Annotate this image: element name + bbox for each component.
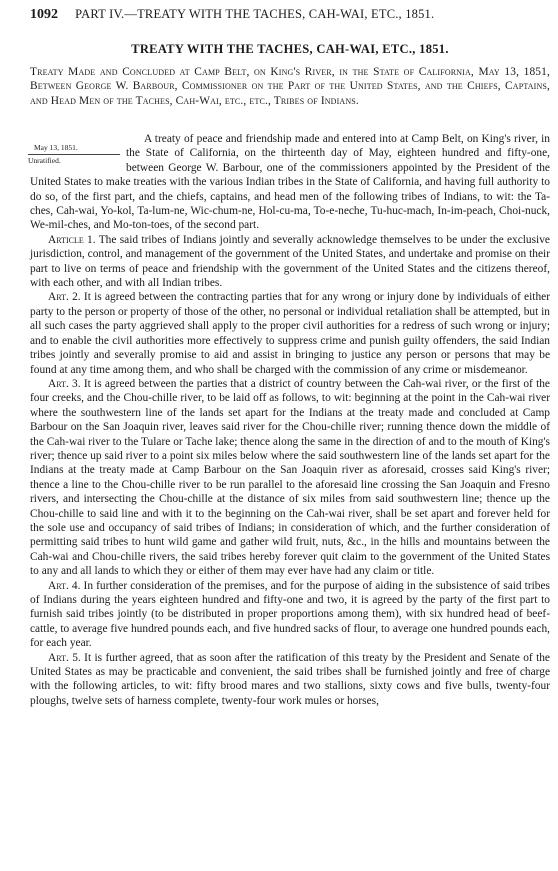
treaty-preamble: Treaty Made and Concluded at Camp Belt, on King's River, in the State of California, May 13, 1851, Between George W. Barbour, Commissioner on the Part of the United States, and the Chiefs, Captains, and Head Men of the Taches, Cah-Wai, etc., etc., Tribes of Indians.: [30, 66, 550, 107]
margin-note: [28, 142, 120, 167]
article-label: Art. 2.: [48, 291, 81, 304]
treaty-body: [30, 132, 550, 708]
article-text: The said tribes of Indians jointly and severally acknowledge themselves to be under the exclusive jurisdiction, control, and management of the government of the United States, and undertake and promise on their part to live on terms of peace and friendship with the government of the United States and the citizens thereof, with each other, and with all Indian tribes.: [30, 233, 550, 290]
article-text: It is agreed between the contracting parties that for any wrong or injury done by individuals of either party to the person or property of those of the other, no personal or individual retaliation shall be attempted, but in all such cases the party aggrieved shall apply to the proper civil authorities for a redress of such wrong or injury; and to enable the civil authorities more effectively to suppress crime and punish guilty offenders, the said Indian tribes jointly and severally promise to aid and assist in bringing to justice any person or persons that may be found at any time among them, and who shall be charged with the commission of any crime or misdemeanor.: [30, 291, 550, 376]
article-3: [30, 377, 550, 579]
article-1: [30, 233, 550, 291]
article-text: In further consideration of the premises, and for the purpose of aiding in the subsistence of said tribes of Indians during the years eighteen hundred and fifty-one and two, it is agreed by the party of the first part to furnish said tribes jointly (to be distributed in proper proportions among them), with six hundred head of beef-cattle, to average five hundred pounds each, and five hundred sacks of flour, to average one hundred pounds each, for each year.: [30, 579, 550, 650]
article-2: [30, 290, 550, 376]
margin-note-date: May 13, 1851.: [28, 142, 120, 155]
intro-paragraph: A treaty of peace and friendship made and entered into at Camp Belt, on King's river, in the State of California, on the thirteenth day of May, eighteen hundred and fifty-one, between George W. Barbour, one of the commissioners appointed by the President of the United States to make treaties with the various Indian tribes in the State of California, and having full authority to do so, of the first part, and the chiefs, captains, and head men of the following tribes of Indians, to wit: the Ta-ches, Cah-wai, Yo-kol, Ta-lum-ne, Wic-chum-ne, Hol-cu-ma, To-e-neche, Tu-huc-mach, In-im-peach, Choi-nuck, We-mil-ches, and Mo-ton-toes, of the second part.: [30, 133, 550, 232]
article-text: It is further agreed, that as soon after the ratification of this treaty by the President and Senate of the United States as may be practicable and convenient, the said tribes shall be furnished jointly and free of charge with the following articles, to wit: fifty brood mares and two stallions, sixty cows and five bulls, twenty-four ploughs, twelve sets of harness complete, twenty-four work mules or horses,: [30, 651, 550, 707]
article-label: Art. 5.: [48, 651, 81, 664]
article-4: [30, 579, 550, 651]
running-title: PART IV.—TREATY WITH THE TACHES, CAH-WAI, ETC., 1851.: [75, 7, 435, 21]
treaty-title: TREATY WITH THE TACHES, CAH-WAI, ETC., 1851.: [131, 42, 449, 56]
article-5: [30, 651, 550, 709]
margin-note-status: Unratified.: [28, 156, 61, 165]
article-text: It is agreed between the parties that a district of country between the Cah-wai river, or the first of the four creeks, and the Chou-chille river, to be laid off as follows, to wit: beginning at the point in the Cah-wai river where the southwestern line of the lands set apart for the Indians at the treaty made and concluded at Camp Barbour on the San Joaquin river, leaves said river for the Chou-chille river; running thence down the middle of the Cah-wai river to the Tulare or Tache lake; thence along the same in the direction of and to the mouth of King's river; thence up said river to a point six miles below where the said southwestern line of the lands set apart for the Indians at the treaty made at Camp Barbour on the San Joaquin river as aforesaid, crosses said King's river; thence a line to the Chou-chille river to be run parallel to the aforesaid line crossing the San Joaquin and Fresno rivers, and intersecting the Chou-chille at the distance of six miles from said southwestern line; thence up the Chou-chille to said line and with it to the beginning on the Cah-wai river, shall be set apart and forever held for the sole use and occupancy of said tribes of Indians; in consideration of which, and the further consideration of permitting said tribes to hunt wild game and gather wild fruit, nuts, &c., in the hills and mountains between the Cah-wai and Chou-chille rivers, the said tribes hereby forever quit claim to the government of the United States to any and all lands to which they or either of them may ever have had any claim or title.: [30, 377, 550, 578]
page-number: 1092: [30, 7, 58, 22]
article-label: Art. 4.: [48, 579, 81, 592]
article-label: Article 1.: [48, 233, 96, 246]
running-head: [30, 7, 550, 23]
article-label: Art. 3.: [48, 377, 81, 390]
